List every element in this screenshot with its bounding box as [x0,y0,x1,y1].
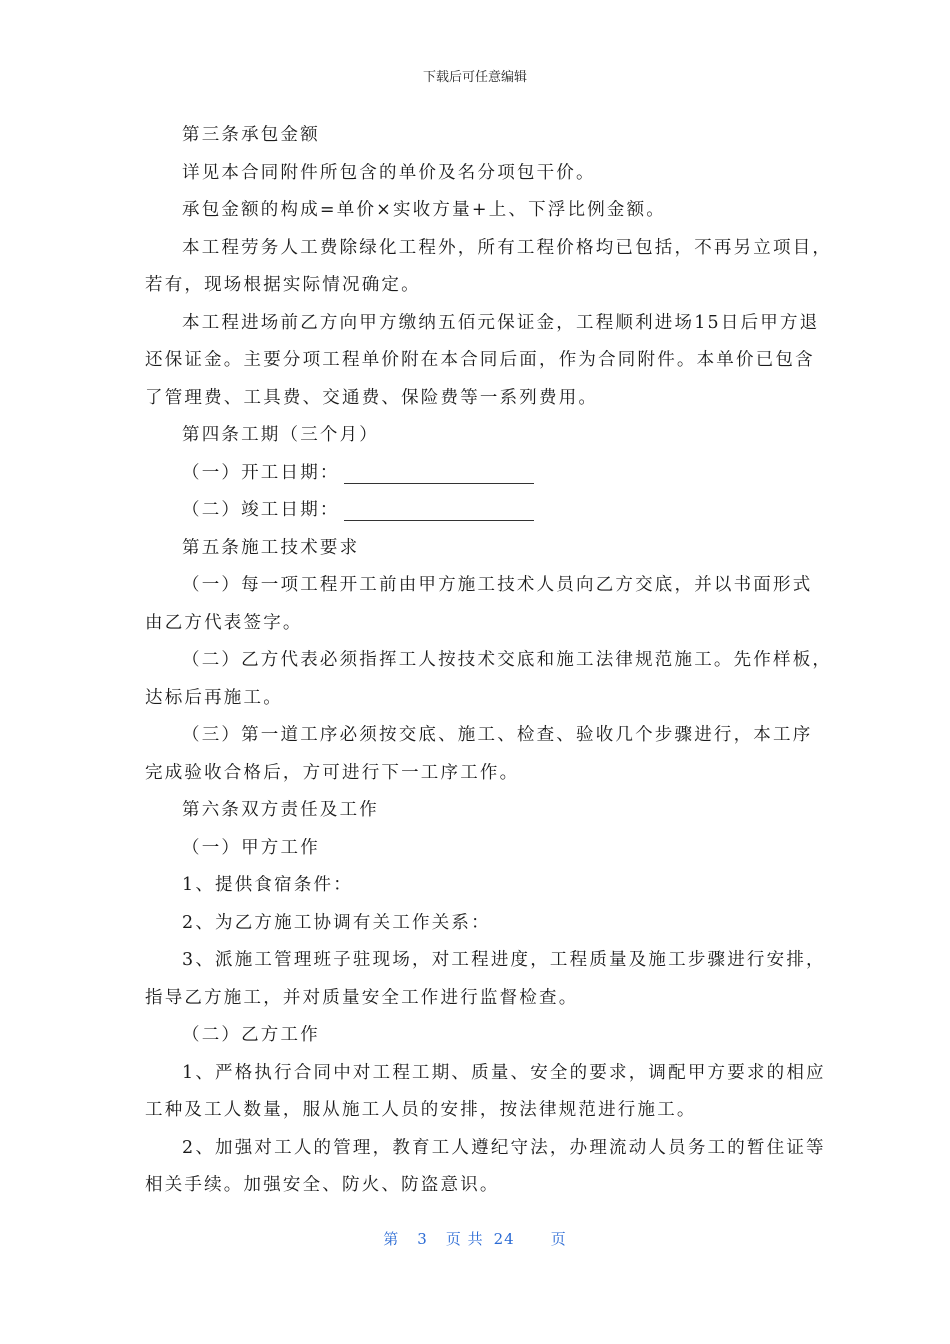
party-b-heading: （二）乙方工作 [182,1025,320,1045]
paragraph-line: 了管理费、工具费、交通费、保险费等一系列费用。 [145,387,599,408]
list-item [145,942,826,1017]
end-date-blank [344,498,534,521]
article-3-heading: 第三条承包金额 [182,125,320,145]
footer-label-of: 页 共 [445,1230,484,1248]
paragraph-line: 工种及工人数量，服从施工人员的安排，按法律规范进行施工。 [145,1100,697,1120]
paragraph [145,305,820,418]
start-date-row [145,455,809,493]
article-4-heading: 第四条工期（三个月） [182,425,379,445]
paragraph-line: （二）乙方代表必须指挥工人按技术交底和施工法律规范施工。先作样板， [182,650,833,670]
start-date-blank [344,461,534,484]
paragraph-line: 完成验收合格后，方可进行下一工序工作。 [145,762,520,783]
paragraph [145,567,813,642]
list-item [145,1130,826,1205]
paragraph-line: （三）第一道工序必须按交底、施工、检查、验收几个步骤进行，本工序 [182,725,813,745]
paragraph: 承包金额的构成=单价×实收方量+上、下浮比例金额。 [182,200,666,220]
end-date-row [145,492,809,530]
document-body [145,117,833,1205]
paragraph-line: 达标后再施工。 [145,687,283,708]
paragraph-line: （一）每一项工程开工前由甲方施工技术人员向乙方交底，并以书面形式 [182,575,813,595]
party-a-heading: （一）甲方工作 [182,837,320,858]
start-date-label: （一）开工日期： [182,462,340,483]
article-6-heading: 第六条双方责任及工作 [182,800,379,820]
list-item [145,1055,826,1130]
list-item: 2、为乙方施工协调有关工作关系： [182,912,491,933]
footer-label-page: 第 [383,1230,400,1248]
paragraph-line: 3、派施工管理班子驻现场，对工程进度，工程质量及施工步骤进行安排， [182,950,826,970]
paragraph [145,230,833,305]
article-5-heading: 第五条施工技术要求 [182,537,360,558]
paragraph: 详见本合同附件所包含的单价及名分项包干价。 [182,162,596,183]
paragraph-line: 本工程劳务人工费除绿化工程外，所有工程价格均已包括，不再另立项目， [182,237,833,258]
paragraph-line: 本工程进场前乙方向甲方缴纳五佰元保证金，工程顺利进场15日后甲方退 [182,312,820,333]
paragraph-line: 相关手续。加强安全、防火、防盗意识。 [145,1175,500,1195]
current-page-number: 3 [417,1230,428,1248]
total-pages-number: 24 [493,1230,515,1248]
end-date-label: （二）竣工日期： [182,500,340,520]
footer-label-end: 页 [550,1230,567,1248]
paragraph-line: 若有，现场根据实际情况确定。 [145,275,421,295]
page-footer [0,1228,950,1249]
paragraph-line: 由乙方代表签字。 [145,612,303,633]
paragraph-line: 指导乙方施工，并对质量安全工作进行监督检查。 [145,987,579,1008]
paragraph-line: 2、加强对工人的管理，教育工人遵纪守法，办理流动人员务工的暂住证等 [182,1137,826,1158]
paragraph [145,642,833,717]
download-note: 下载后可任意编辑 [422,70,527,85]
paragraph-line: 还保证金。主要分项工程单价附在本合同后面，作为合同附件。本单价已包含 [145,350,815,370]
list-item: 1、提供食宿条件： [182,875,353,895]
paragraph-line: 1、严格执行合同中对工程工期、质量、安全的要求，调配甲方要求的相应 [182,1062,826,1083]
paragraph [145,717,813,792]
